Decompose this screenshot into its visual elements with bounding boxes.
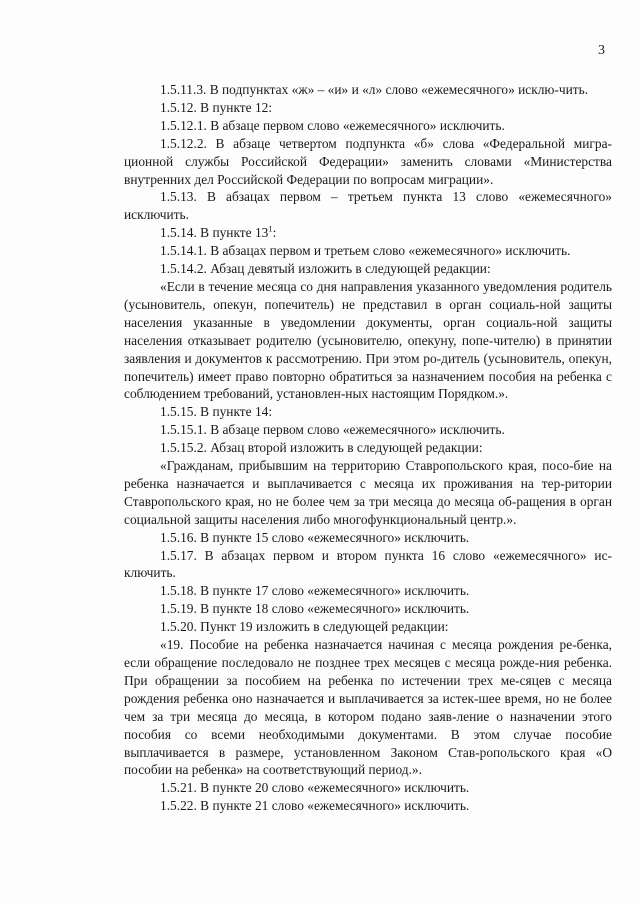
paragraph-1-5-15-1: 1.5.15.1. В абзаце первом слово «ежемесячного» исключить. [160,422,505,438]
paragraph-1-5-14-2: 1.5.14.2. Абзац девятый изложить в следующей редакции: [160,261,491,277]
paragraph-1-5-14 [124,224,612,242]
paragraph-1-5-20: 1.5.20. Пункт 19 изложить в следующей редакции: [160,619,449,635]
paragraph-1-5-18: 1.5.18. В пункте 17 слово «ежемесячного» исключить. [160,583,470,599]
paragraph-1-5-17: 1.5.17. В абзацах первом и втором пункта 16 слово «ежемесячного» ис-ключить. [124,547,612,581]
paragraph-1-5-12: 1.5.12. В пункте 12: [160,99,273,115]
quoted-paragraph-ninth: «Если в течение месяца со дня направления указанного уведомления родитель (усыновитель, опекун, попечитель) не представил в орган социаль-ной защиты населения указанные в уведомлении документы, орган социаль-ной защиты населения отказывает родителю (усыновителю, опекуну, попе-чителю) в принятии заявления и документов к рассмотрению. При этом ро-дитель (усыновитель, опекун, попечитель) имеет право повторно обратиться за назначением пособия на ребенка с соблюдением требований, установлен-ных настоящим Порядком.». [124,278,612,402]
paragraph-1-5-12-1: 1.5.12.1. В абзаце первом слово «ежемесячного» исключить. [160,117,505,133]
paragraph-1-5-21: 1.5.21. В пункте 20 слово «ежемесячного» исключить. [160,780,470,796]
paragraph-1-5-13: 1.5.13. В абзацах первом – третьем пункта 13 слово «ежемесячного» исключить. [124,189,612,223]
quoted-paragraph-second: «Гражданам, прибывшим на территорию Ставропольского края, посо-бие на ребенка назначается и выплачивается с месяца их проживания на тер-ритории Ставропольского края, но не более чем за три месяца до месяца об-ращения в орган социальной защиты населения либо многофункциональный центр.». [124,458,612,527]
paragraph-1-5-15: 1.5.15. В пункте 14: [160,404,273,420]
paragraph-1-5-14-1: 1.5.14.1. В абзацах первом и третьем слово «ежемесячного» исключить. [160,243,571,259]
page-number: 3 [598,43,605,58]
paragraph-1-5-15-2: 1.5.15.2. Абзац второй изложить в следующей редакции: [160,440,483,456]
quoted-paragraph-19: «19. Пособие на ребенка назначается начиная с месяца рождения ре-бенка, если обращение последовало не позднее трех месяцев с месяца рожде-ния ребенка. При обращении за пособием на ребенка по истечении трех ме-сяцев с месяца рождения ребенка оно назначается и выплачивается за истек-шее время, но не более чем за три месяца до месяца, в котором подано заяв-ление о назначении этого пособия со всеми необходимыми документами. В этом случае пособие выплачивается в размере, установленном Законом Став-ропольского края «О пособии на ребенка» на соответствующий период.». [124,637,612,778]
paragraph-1-5-12-2: 1.5.12.2. В абзаце четвертом подпункта «б» слова «Федеральной мигра-ционной службы Российской Федерации» заменить словами «Министерства внутренних дел Российской Федерации по вопросам миграции». [124,135,612,187]
superscript-one: 1 [268,223,273,234]
paragraph-1-5-11-3: 1.5.11.3. В подпунктах «ж» – «и» и «л» слово «ежемесячного» исклю-чить. [160,82,589,97]
paragraph-1-5-19: 1.5.19. В пункте 18 слово «ежемесячного» исключить. [160,601,470,617]
paragraph-1-5-16: 1.5.16. В пункте 15 слово «ежемесячного» исключить. [160,529,470,545]
paragraph-1-5-14-text: 1.5.14. В пункте 13 [160,225,269,241]
document-body [124,81,612,815]
paragraph-1-5-22: 1.5.22. В пункте 21 слово «ежемесячного» исключить. [160,798,470,814]
paragraph-1-5-14-colon: : [272,225,277,241]
